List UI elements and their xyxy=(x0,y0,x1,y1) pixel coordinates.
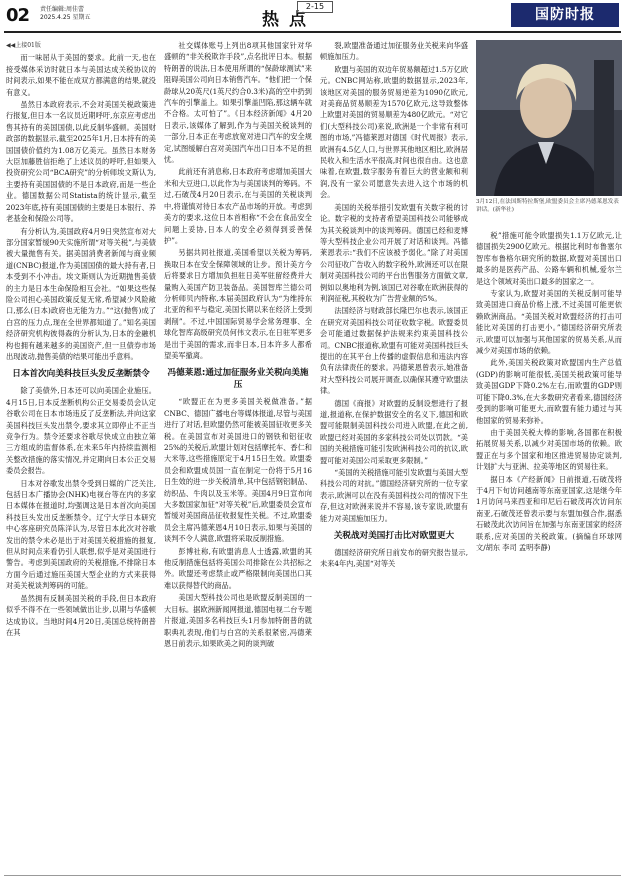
column-4 xyxy=(476,230,622,874)
paragraph: 欧盟与美国的双边年贸易额超过1.5万亿欧元。CNBC网站称,欧盟的数据显示,2023年,该地区对美国的服务贸易逆差为1090亿欧元,对美商品贸易顺差为1570亿欧元,这导致整体上欧盟对美国的贸易顺差为480亿欧元。“对它们(大型科技公司)来说,欧洲是一个非常有利可图的市场,”冯德莱恩对德国《时代周报》表示,欧洲有4.5亿人口,与世界其他地区相比,欧洲居民收入和生活水平很高,时间也很自由。这也意味着,在欧盟,数字服务有着巨大的营业额和利润,没有一家公司愿意失去进入这个市场的机会。 xyxy=(320,64,468,200)
photo-caption: 3月12日,在法国斯特拉斯堡,欧盟委员会主席冯德莱恩发表讲话。(新华社) xyxy=(476,199,619,213)
news-photo xyxy=(476,40,622,196)
subheading-japan: 日本首次向美科技巨头发反垄断禁令 xyxy=(12,369,150,380)
continuation-byline: ◀◀上接01版 xyxy=(6,42,41,49)
paragraph: 专家认为,欧盟对美国的关税反制可能导致美国进口商品价格上涨,不过美国可能更依赖欧洲商品。“美国关税对欧盟经济的打击可能比对美国的打击更小。”德国经济研究所表示,欧盟可以加强与其他国家的贸易关系,从而减少对美国市场的依赖。 xyxy=(476,289,622,356)
paragraph: 法国经济与财政部长隆巴尔也表示,该国正在研究对美国科技公司征收数字税。欧盟委员会可能通过数据保护法规来约束美国科技公司。CNBC报道称,欧盟有可能对美国科技巨头提出的在其平台上传播的虚假信息和违法内容负有法律责任的要求。冯德莱恩曾表示,她准备对大型科技公司展开调查,以确保其遵守欧盟法律。 xyxy=(320,306,468,396)
paragraph: 此前还有消息称,日本政府考虑增加美国大米和大豆进口,以此作为与美国谈判的筹码。不过,石破茂4月20日表示,在与美国的关税谈判中,将谨慎对待日本农产品市场的开放。考虑到美方的要求,这位日本首相称“不会在食品安全问题上妥协,日本人的安全必须得到妥善保护”。 xyxy=(164,167,312,245)
paragraph: 彭博社称,有欧盟消息人士透露,欧盟的其他反制措施包括将美国公司排除在公共招标之外。欧盟还考虑禁止或严格限制向美国出口其难以获得替代的商品。 xyxy=(164,546,312,590)
portrait-photo-icon xyxy=(476,40,622,196)
section-title: 热点 xyxy=(262,10,316,30)
editor-line: 责任编辑:周佳蕾 xyxy=(40,6,85,13)
paragraph: “欧盟正在为更多美国关税做准备。”据CNBC、德国广播电台等媒体报道,尽管与美国进行了对话,但欧盟仍然可能被美国征收更多关税。在美国宣布对美国进口的钢铁和铝征收25%的关税后,欧盟计划对包括摩托车、香仁和大米等,这些措施原定于4月15日生效。欧盟委员会和欧盟成员国一直在制定一份将于5月16日生效的进一步关税清单,其中包括钢铝制品、纺织品、牛肉以及玉米等。美国4月9日宣布向大多数国家加征“对等关税”后,欧盟委员会宣布暂缓对美国商品征收报复性关税。不过,欧盟委员会主席冯德莱恩4月10日表示,如果与美国的谈判不令人满意,欧盟将采取反制措施。 xyxy=(164,397,312,544)
column-1 xyxy=(6,40,156,874)
paragraph: 除了美债外,日本还可以向美国企业施压。4月15日,日本反垄断机构公正交易委员会认定谷歌公司在日本市场违反了反垄断法,并向这家美国科技巨头发出禁令,要求其立即停止不正当竞争行为。禁令还要求谷歌尽快成立由独立第三方组成的监督体系,在未来5年内持续监测相关整改措施的落实情况,并定期向日本公正交易委员会报告。 xyxy=(6,386,156,476)
paragraph: 日本对谷歌发出禁令受到日媒的广泛关注,包括日本广播协会(NHK)电视台等在内的多家日本媒体在报道时,均强调这是日本首次向美国科技巨头发出反垄断禁令。辽宁大学日本研究中心客座研究员陈洋认为,尽管日本此次对谷歌发出的禁令未必是出于对美国关税措施的报复,但从时间点来看仍引人联想,似乎是对美国进行警告。考虑到美国政府的关税措施,不排除日本方面今后通过施压美国大型企业的方式来获得对美关税谈判筹码的可能。 xyxy=(6,478,156,591)
paragraph: 虽然日本政府表示,不会对美国关税政策进行报复,但日本一名议员近期呼吁,东京应考虑出售其持有的美国国债,以此反制华盛顿。美国财政部的数据显示,截至2025年1月,日本持有的美国国债价值约为1.08万亿美元。虽然日本财务大臣加藤胜信拒绝了上述议员的呼吁,但如果入投资研究公司“BCA研究”的分析师埃文斯认为,主要持有美国国债的不是日本政府,而是一些企业。德国数据公司Statista的统计显示,截至2023年底,持有美国国债的主要是日本银行、养老基金和保险公司等。 xyxy=(6,100,156,224)
paragraph: 有分析认为,美国政府4月9日突然宣布对大部分国家暂缓90天实施所谓“对等关税”,与美债被大量抛售有关。据美国消费者新闻与商业频道(CNBC)报道,作为美国国债的最大持有者,日本受到不小冲击。埃文斯则认为近期抛售美债的主力是日本生命保险相互会社。“如果这些保险公司担心美国政策反复无常,希望减少风险敞口,那么(日本)政府也无能为力。”“这(抛售)成了白宫的压力点,现在全世界都知道了。”知名美国经济研究机构彼得森的分析认为,日本的金融机构也拥有越来越多的美国资产,但一旦债券市场出现波动,抛售美债的结果可能出乎意料。 xyxy=(6,226,156,361)
header-rule xyxy=(4,31,621,33)
paragraph: 税”措施可能令欧盟损失1.1万亿欧元,让德国损失2900亿欧元。根据比利时布鲁塞尔智库布鲁格尔研究所的数据,欧盟对美国出口最多的是医药产品、公路车辆和机械,爱尔兰是这个领域对美出口最多的国家之一。 xyxy=(476,231,622,286)
page-meta xyxy=(40,6,90,22)
paragraph: 社交媒体账号上列出8项其他国家针对华盛顿的“非关税欺诈手段”,点名批评日本。根据特朗普的说法,日本使用所谓的“保龄球测试”来阻碍美国公司向日本销售汽车。“他们把一个保龄球从20英尺(1英尺约合0.3米)高的空中扔到汽车的引擎盖上。如果引擎盖凹陷,那这辆车就不合格。太可怕了”。《日本经济新闻》4月20日表示,该媒体了解到,作为与美国关税谈判的一部分,日本正在考虑放宽对进口汽车的安全规定,试图缓解白宫对美国汽车出口日本不足的担忧。 xyxy=(164,41,312,165)
page-tag: 2-15 xyxy=(297,1,333,13)
paragraph: 美国的关税举措引发欧盟有关数字税的讨论。数字税的支持者希望美国科技公司能够成为其关税谈判中的谈判筹码。德国已经和麦博等大型科技企业公司开展了对话和谈判。冯德莱恩表示:“我们不应该被予弱化。”除了对美国公司征收广告收入的数字税外,欧洲还可以在限制对美国科技公司的平台出售服务方面做文章,例如以奥地利为例,该国已对谷歌在欧洲获得的利润征税,其税收为广告营业额的5%。 xyxy=(320,202,468,303)
column-3 xyxy=(320,40,468,874)
page-number: 02 xyxy=(6,5,30,26)
paragraph: “美国的关税措施可能引发欧盟与美国大型科技公司的对抗。”德国经济研究所的一位专家表示,欧洲可以在没有美国科技公司的情况下生存,但这对欧洲来说并不容易,该专家说,欧盟有能力对美国施加压力。 xyxy=(320,468,468,523)
subheading-tariff-war: 关税战对美国打击比对欧盟更大 xyxy=(333,531,455,542)
newspaper-masthead: 国防时报 xyxy=(511,3,619,27)
column-2 xyxy=(164,40,312,874)
paragraph: 由于美国关税大棒的影响,各国都在积极拓展贸易关系,以减少对美国市场的依赖。欧盟正在与多个国家和地区推进贸易协定谈判,计划扩大与亚洲、拉美等地区的贸易往来。 xyxy=(476,427,622,472)
paragraph: 据日本《产经新闻》日前报道,石破茂将于4月下旬访问越南等东南亚国家,这是继今年1月访问马来西亚和印尼后石破茂再次访问东南亚,石破茂还曾表示要与东盟加强合作,据悉石破茂此次访问旨在加强与东南亚国家的经济联系,应对美国的关税政策。(摘编自环球网 文/胡东 李司 孟明李静) xyxy=(476,474,622,552)
date-line: 2025.4.25 星期五 xyxy=(40,14,91,21)
footer-rule xyxy=(4,875,621,876)
paragraph: 裂,欧盟准备通过加征服务业关税来向华盛顿施加压力。 xyxy=(320,41,468,62)
paragraph: 德国《商报》对欧盟的反制设想进行了报道,报道称,在保护数据安全的名义下,德国和欧盟可能限制美国科技公司进入欧盟,在此之前,欧盟已经对美国的多家科技公司处以罚款。“美国的关税措施可能引发欧洲科技公司的抗议,欧盟可能对美国公司采取更多限制。” xyxy=(320,398,468,465)
paragraph: 德国经济研究所日前发布的研究报告显示,未来4年内,美国“对等关 xyxy=(320,548,468,569)
paragraph: 美国大型科技公司也是欧盟反制美国的一大目标。据欧洲新闻网报道,德国电视二台专题片报道,美国多名科技巨头1月参加特朗普的就职典礼表现,他们与白宫的关系很紧密,冯德莱恩日前表示,如果欧美之间的谈判破 xyxy=(164,593,312,648)
subheading-von-der-leyen: 冯德莱恩:通过加征服务业关税向美施压 xyxy=(167,368,309,391)
paragraph: 此外,美国关税政策对欧盟国内生产总值(GDP)的影响可能很低,美国关税政策可能导致美国GDP下降0.2%左右,而欧盟的GDP则可能下降0.3%,在大多数研究者看来,德国经济受到的影响可能更大,而欧盟有能力通过与其他国家的贸易来弥补。 xyxy=(476,358,622,425)
paragraph: 虽然拥有反制美国关税的手段,但日本政府似乎不得不在一些领域做出让步,以期与华盛顿达成协议。当地时间4月20日,美国总统特朗普在其 xyxy=(6,593,156,637)
paragraph: 而一味屈从于美国的要求。此前一天,也在接受媒体采访时就日本与美国达成关税协议的时间表示,如果不能在成双方都满意的结果,就没有意义。 xyxy=(6,53,156,97)
paragraph: 另据共同社报道,美国希望以关税为筹码,换取日本在安全保障领域的让步。预计美方今后将要求日方增加负担驻日美军驻留经费并大量购入美国产防卫装备品。美国智库兰德公司分析师贝内特称,本届美国政府认为“为维持东北亚的和平与稳定,美国长期以来在经济上受到剥削”。不过,中国国际贸易学会常务理事、全球化智库高级研究员何伟文表示,在日驻军更多是出于美国的需求,而非日本,日本许多人都希望美军撤离。 xyxy=(164,248,312,360)
page-header xyxy=(0,0,625,34)
